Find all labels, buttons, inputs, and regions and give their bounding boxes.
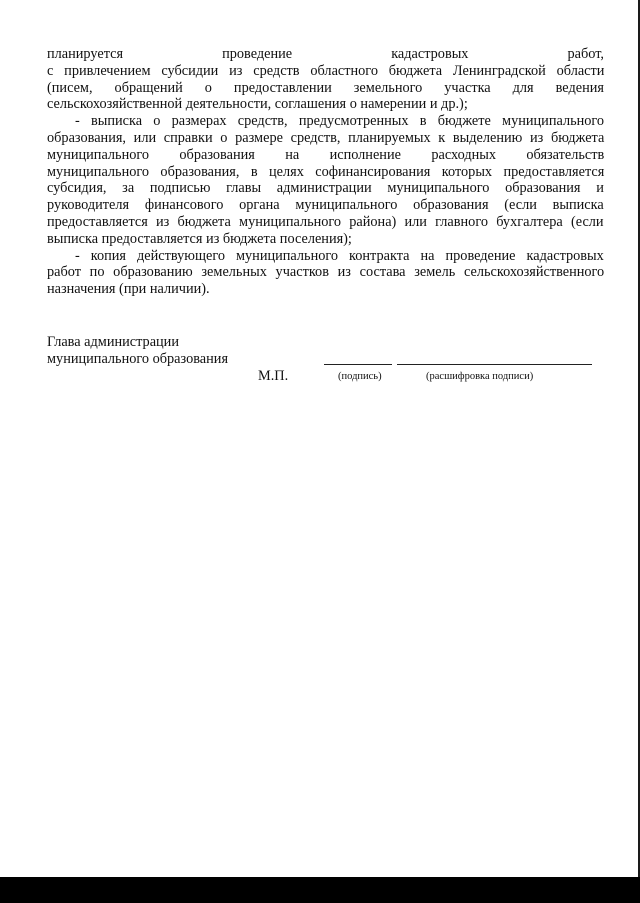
- signatory-title: [47, 334, 228, 368]
- paragraph-1-line: сельскохозяйственной деятельности, соглашения о намерении и др.);: [47, 96, 468, 113]
- paragraph-1-line-1: [47, 46, 604, 63]
- paragraph-3-line: назначения (при наличии).: [47, 281, 210, 298]
- signature-caption: (подпись): [338, 371, 382, 382]
- paragraph-3-line: работ по образованию земельных участков из состава земель сельскохозяйственного: [47, 264, 605, 281]
- paragraph-2-line: муниципального образования на исполнение расходных обязательств: [47, 146, 605, 163]
- scan-edge-bottom: [0, 877, 640, 903]
- word: проведение: [222, 46, 293, 62]
- paragraph-2-line: образования, или справки о размере средств, планируемых к выделению из бюджета: [47, 129, 605, 146]
- document-body: [47, 46, 604, 298]
- word: работ,: [567, 46, 604, 62]
- paragraph-3-line: - копия действующего муниципального контракта на проведение кадастровых: [75, 247, 604, 264]
- paragraph-2-line: выписка предоставляется из бюджета поселения);: [47, 230, 352, 247]
- paragraph-2-line: муниципального образования, в целях софинансирования которых предоставляется: [47, 163, 605, 180]
- paragraph-1-line: с привлечением субсидии из средств областного бюджета Ленинградской области: [47, 62, 605, 79]
- signatory-title-line-1: Глава администрации: [47, 334, 179, 350]
- paragraph-2-line: руководителя финансового органа муниципального образования (если выписка: [47, 197, 604, 214]
- signatory-title-line-2: муниципального образования: [47, 351, 229, 367]
- word: планируется: [47, 46, 124, 62]
- word: кадастровых: [391, 46, 469, 62]
- stamp-label: М.П.: [258, 368, 289, 384]
- signature-decoding-line: [397, 364, 592, 365]
- paragraph-2-line: - выписка о размерах средств, предусмотренных в бюджете муниципального: [75, 113, 605, 130]
- paragraph-2-line: субсидия, за подписью главы администрации муниципального образования и: [47, 180, 604, 197]
- signature-decoding-caption: (расшифровка подписи): [426, 371, 534, 382]
- paragraph-2-line: предоставляется из бюджета муниципального района) или главного бухгалтера (если: [47, 213, 604, 230]
- paragraph-1-line: (писем, обращений о предоставлении земельного участка для ведения: [47, 79, 604, 96]
- signature-line: [324, 364, 392, 365]
